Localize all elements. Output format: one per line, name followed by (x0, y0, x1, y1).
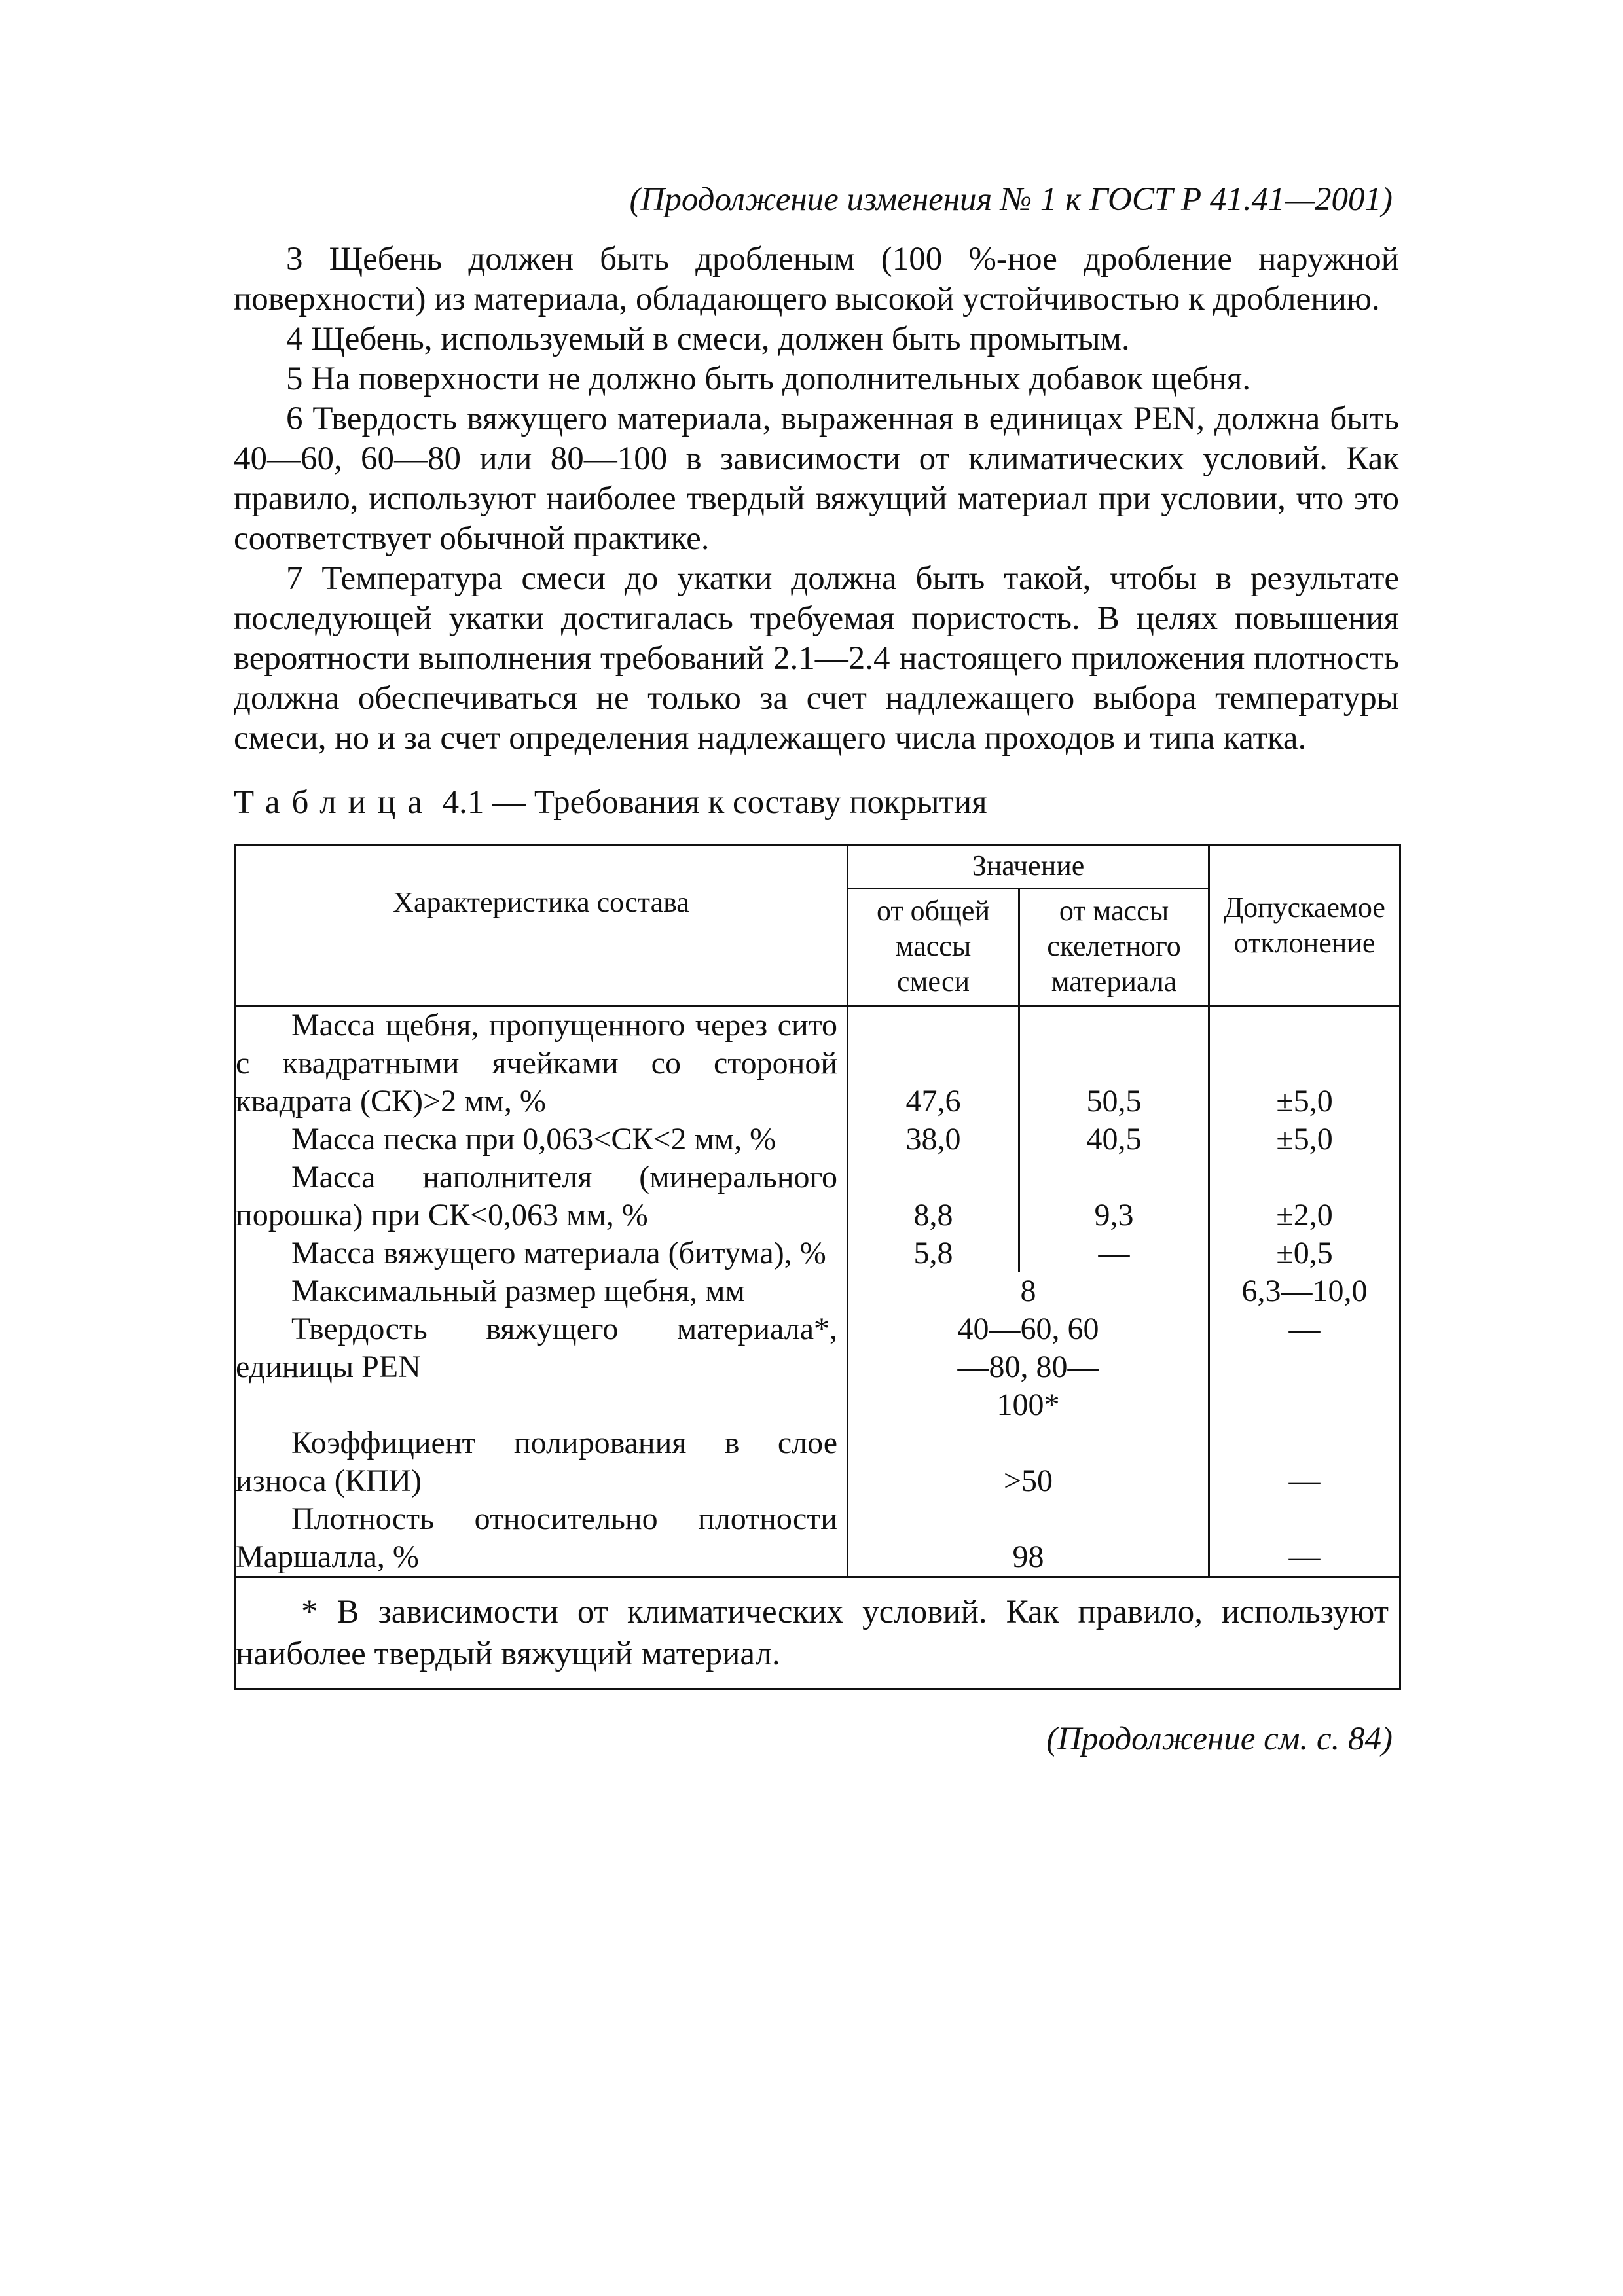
continuation-footer: (Продолжение см. с. 84) (1046, 1721, 1393, 1757)
row-label: Максимальный размер щебня, мм (235, 1272, 848, 1310)
paragraph-3: 3 Щебень должен быть дробленым (100 %-ное дробление наружной поверхности) из материала, обладающего высокой устойчивостью к дроблению. (234, 241, 1399, 317)
row-label: Твердость вяжущего материала*, единицы PEN (235, 1310, 848, 1424)
row-tolerance: — (1209, 1424, 1400, 1500)
table-caption-title: 4.1 — Требования к составу покрытия (433, 784, 987, 821)
table-header-row (235, 845, 1400, 889)
row-value-skeleton: — (1019, 1234, 1209, 1272)
table-row (235, 1006, 1400, 1121)
row-value-skeleton: 9,3 (1019, 1158, 1209, 1234)
row-label: Масса песка при 0,063<СК<2 мм, % (235, 1121, 848, 1158)
row-tolerance: ±2,0 (1209, 1158, 1400, 1234)
table-caption (234, 780, 1399, 825)
header-of-skeleton-mass: от массы скелетного материала (1019, 889, 1209, 1006)
row-value-skeleton: 50,5 (1019, 1006, 1209, 1121)
table-row (235, 1121, 1400, 1158)
table-caption-word: Таблица (234, 784, 434, 821)
table-row (235, 1310, 1400, 1424)
header-tolerance: Допускаемое отклонение (1209, 845, 1400, 1006)
row-label: Коэффициент полирования в слое износа (КПИ) (235, 1424, 848, 1500)
row-value-merged: 8 (848, 1272, 1209, 1310)
paragraph-5: 5 На поверхности не должно быть дополнительных добавок щебня. (286, 361, 1251, 397)
row-value-total: 47,6 (848, 1006, 1019, 1121)
document-page (234, 177, 1399, 1762)
paragraph-7: 7 Температура смеси до укатки должна быть такой, чтобы в результате последующей укатки достигалась требуемая пористость. В целях повышения вероятности выполнения требований 2.1—2.4 настоящего приложения плотность должна обеспечиваться не только за счет надлежащего выбора температуры смеси, но и за счет определения надлежащего числа проходов и типа катка. (234, 560, 1399, 757)
row-value-merged: >50 (848, 1424, 1209, 1500)
table-row (235, 1500, 1400, 1577)
row-value-total: 5,8 (848, 1234, 1019, 1272)
row-tolerance: — (1209, 1500, 1400, 1577)
row-tolerance: ±5,0 (1209, 1006, 1400, 1121)
table-row (235, 1234, 1400, 1272)
continuation-header: (Продолжение изменения № 1 к ГОСТ Р 41.41—2001) (629, 181, 1393, 218)
row-tolerance: 6,3—10,0 (1209, 1272, 1400, 1310)
row-tolerance: ±0,5 (1209, 1234, 1400, 1272)
table-row (235, 1158, 1400, 1234)
table-footnote-row (235, 1577, 1400, 1689)
header-of-total-mass: от общей массы смеси (848, 889, 1019, 1006)
row-label: Масса вяжущего материала (битума), % (235, 1234, 848, 1272)
row-value-merged: 98 (848, 1500, 1209, 1577)
table-footnote: * В зависимости от климатических условий. Как правило, используют наиболее твердый вяжущий материал. (235, 1577, 1400, 1689)
row-tolerance: — (1209, 1310, 1400, 1424)
row-label: Масса наполнителя (минерального порошка) при СК<0,063 мм, % (235, 1158, 848, 1234)
header-characteristic: Характеристика состава (235, 845, 848, 1006)
paragraph-4: 4 Щебень, используемый в смеси, должен быть промытым. (286, 321, 1130, 357)
row-value-total: 8,8 (848, 1158, 1019, 1234)
header-value: Значение (848, 845, 1209, 889)
row-tolerance: ±5,0 (1209, 1121, 1400, 1158)
row-value-merged: 40—60, 60—80, 80—100* (848, 1310, 1209, 1424)
row-value-skeleton: 40,5 (1019, 1121, 1209, 1158)
composition-table (234, 844, 1401, 1690)
row-value-total: 38,0 (848, 1121, 1019, 1158)
row-label: Плотность относительно плотности Маршалла, % (235, 1500, 848, 1577)
paragraph-6: 6 Твердость вяжущего материала, выраженная в единицах PEN, должна быть 40—60, 60—80 или 80—100 в зависимости от климатических условий. Как правило, используют наиболее твердый вяжущий материал при условии, что это соответствует обычной практике. (234, 401, 1399, 557)
table-row (235, 1424, 1400, 1500)
row-label: Масса щебня, пропущенного через сито с квадратными ячейками со стороной квадрата (СК)>2 мм, % (235, 1006, 848, 1121)
table-row (235, 1272, 1400, 1310)
